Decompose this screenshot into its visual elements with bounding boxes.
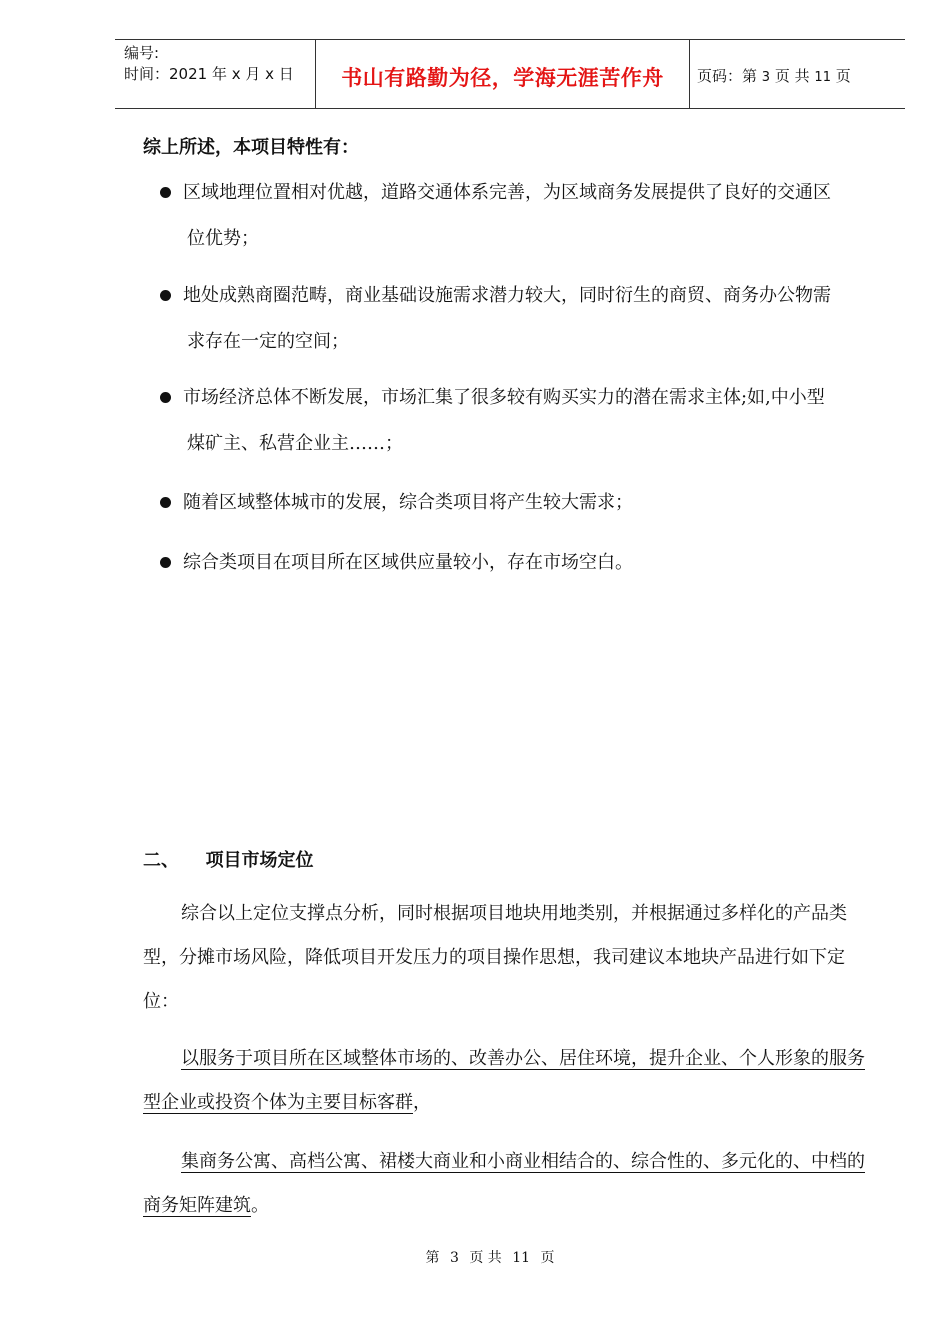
paragraph-text: 综合以上定位支撑点分析，同时根据项目地块用地类别，并根据通过多样化的产品类型，分摊市场风险，降低项目开发压力的项目操作思想，我司建议本地块产品进行如下定位： (143, 903, 847, 1012)
page-mid: 页 共 (774, 67, 810, 85)
bullet-line-2: 煤矿主、私营企业主……； (187, 433, 403, 454)
paragraph-target-customers (143, 1037, 873, 1125)
bullet-dot-icon (160, 187, 171, 198)
bullet-dot-icon (160, 497, 171, 508)
document-number: 编号: (124, 44, 160, 62)
bullet-line-2: 位优势； (187, 228, 259, 249)
footer-pre: 第 (425, 1250, 440, 1266)
summary-heading: 综上所述，本项目特性有： (143, 137, 359, 158)
page-total: 11 (814, 70, 831, 85)
document-date: 时间：2021 年 x 月 x 日 (124, 65, 294, 83)
list-item (160, 273, 880, 365)
bullet-line-1: 市场经济总体不断发展，市场汇集了很多较有购买实力的潜在需求主体;如,中小型 (183, 387, 825, 408)
page-end: 页 (835, 67, 851, 85)
page-footer (0, 1247, 950, 1267)
section-number: 二、 (143, 850, 179, 871)
bullet-line-1: 区域地理位置相对优越，道路交通体系完善，为区域商务发展提供了良好的交通区 (183, 182, 831, 203)
list-item (160, 540, 880, 586)
bullet-line-1: 综合类项目在项目所在区域供应量较小，存在市场空白。 (183, 552, 633, 573)
bullet-line-1: 地处成熟商圈范畴，商业基础设施需求潜力较大，同时衍生的商贸、商务办公物需 (183, 285, 831, 306)
paragraph-text: 集商务公寓、高档公寓、裙楼大商业和小商业相结合的、综合性的、多元化的、中档的商务矩阵建筑 (143, 1151, 865, 1216)
paragraph-end: ， (413, 1092, 431, 1113)
paragraph-text: 以服务于项目所在区域整体市场的、改善办公、居住环境，提升企业、个人形象的服务型企业或投资个体为主要目标客群 (143, 1048, 865, 1113)
page-header (115, 39, 905, 109)
bullet-line-2: 求存在一定的空间； (187, 331, 349, 352)
paragraph (143, 892, 873, 1024)
paragraph-end: 。 (251, 1195, 269, 1216)
footer-end: 页 (540, 1250, 555, 1266)
list-item (160, 375, 880, 467)
list-item (160, 170, 880, 262)
section-heading (143, 846, 314, 872)
list-item (160, 480, 880, 526)
bullet-line-1: 随着区域整体城市的发展，综合类项目将产生较大需求； (183, 492, 633, 513)
page-current: 3 (761, 70, 771, 85)
bullet-dot-icon (160, 392, 171, 403)
bullet-dot-icon (160, 290, 171, 301)
header-meta (115, 40, 315, 108)
footer-total: 11 (512, 1250, 531, 1266)
section-title: 项目市场定位 (205, 850, 314, 871)
paragraph-product-positioning (143, 1140, 873, 1228)
motto: 书山有路勤为径，学海无涯苦作舟 (341, 66, 664, 90)
page-label: 页码：第 (697, 67, 758, 85)
footer-current: 3 (449, 1250, 459, 1266)
header-page-number (697, 65, 851, 86)
footer-mid: 页 共 (469, 1250, 502, 1266)
bullet-dot-icon (160, 557, 171, 568)
header-motto-cell (315, 40, 690, 108)
header-page-cell (689, 40, 905, 108)
